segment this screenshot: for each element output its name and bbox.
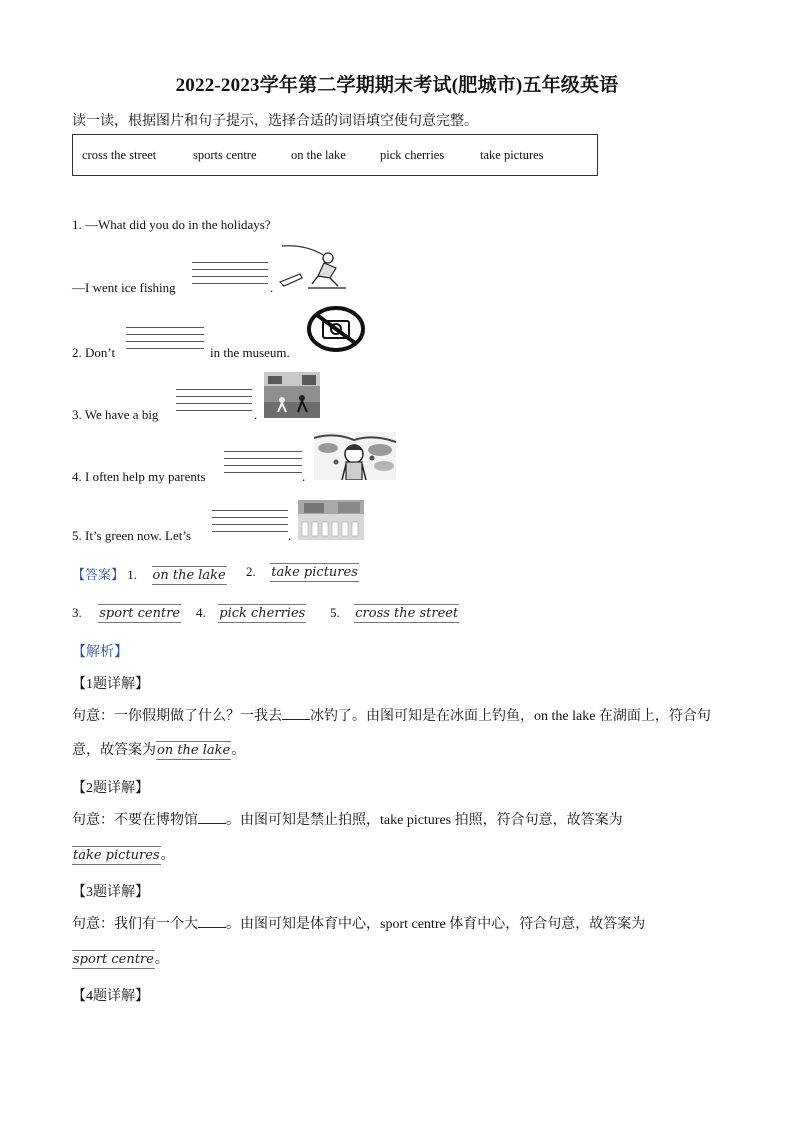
detail-4-title: 【4题详解】 — [72, 989, 149, 1004]
answer-2-text: take pictures — [271, 565, 358, 580]
no-photos-sign-image — [306, 306, 366, 352]
question-3-before: 3. We have a big — [72, 407, 159, 422]
answer-3 — [72, 605, 181, 621]
detail-1-conclusion — [72, 739, 245, 759]
word-bank-item: cross the street — [82, 148, 157, 162]
instruction-text: 读一读，根据图片和句子提示，选择合适的词语填空使句意完整。 — [72, 114, 478, 129]
period: . — [270, 280, 274, 295]
question-5-before: 5. It’s green now. Let’s — [72, 528, 192, 543]
answer-2 — [246, 564, 359, 580]
word-bank-item: take pictures — [480, 148, 544, 162]
word-bank-box — [72, 134, 598, 176]
answer-number: 4. — [196, 605, 206, 620]
detail-text: 意，故答案为 — [72, 743, 156, 758]
fill-blank — [198, 811, 226, 824]
detail-text: 句意：我们有一个大 — [72, 917, 198, 932]
answer-blank-3[interactable] — [176, 389, 252, 417]
answer-blank-2[interactable] — [126, 327, 204, 355]
answer-3-text: sport centre — [99, 606, 181, 621]
word-bank-item: on the lake — [291, 148, 346, 162]
answer-4 — [196, 605, 306, 621]
answer-blank-5[interactable] — [212, 510, 288, 538]
answer-5 — [330, 605, 459, 621]
period: . — [254, 407, 258, 422]
answer-1-text: on the lake — [152, 568, 226, 583]
answer-5-text: cross the street — [355, 606, 459, 621]
detail-2-title: 【2题详解】 — [72, 781, 149, 796]
detail-3-answer: sport centre — [73, 952, 154, 967]
analysis-header: 【解析】 — [72, 645, 128, 660]
answer-tag: 【答案】 — [72, 567, 125, 582]
answer-blank-1[interactable] — [192, 262, 268, 290]
page-title: 2022-2023学年第二学期期末考试(肥城市)五年级英语 — [175, 75, 619, 96]
question-2-after: in the museum. — [210, 345, 290, 360]
detail-text: 句意：一你假期做了什么？一我去 — [72, 709, 282, 724]
period: . — [302, 469, 306, 484]
word-bank-item: sports centre — [193, 148, 257, 162]
crosswalk-image — [298, 500, 364, 540]
detail-2-conclusion — [72, 844, 175, 864]
answer-number: 1. — [127, 567, 138, 582]
question-2-before: 2. Don’t — [72, 345, 116, 360]
answer-4-text: pick cherries — [219, 606, 306, 621]
detail-3-title: 【3题详解】 — [72, 885, 149, 900]
detail-1-title: 【1题详解】 — [72, 677, 149, 692]
detail-1-answer: on the lake — [157, 743, 231, 758]
end-mark: 。 — [154, 952, 169, 967]
question-1-line: —I went ice fishing — [72, 280, 176, 295]
end-mark: 。 — [160, 848, 175, 863]
detail-text: 。由图可知是体育中心，sport centre 体育中心，符合句意，故答案为 — [226, 917, 646, 932]
question-4-before: 4. I often help my parents — [72, 469, 206, 484]
question-1-prompt: 1. —What did you do in the holidays? — [72, 217, 271, 232]
detail-1-text — [72, 705, 711, 725]
detail-3-text — [72, 913, 645, 933]
detail-text: 句意：不要在博物馆 — [72, 813, 198, 828]
picking-cherries-image — [314, 432, 396, 480]
detail-2-text — [72, 809, 623, 829]
detail-text: 。由图可知是禁止拍照，take pictures 拍照，符合句意，故答案为 — [226, 813, 623, 828]
sports-centre-image — [264, 372, 320, 418]
fill-blank — [282, 707, 310, 720]
answer-row-1 — [72, 564, 227, 583]
detail-3-conclusion — [72, 948, 169, 968]
word-bank-item: pick cherries — [380, 148, 445, 162]
period: . — [288, 528, 292, 543]
detail-text: 冰钓了。由图可知是在冰面上钓鱼，on the lake 在湖面上，符合句 — [310, 709, 711, 724]
answer-number: 2. — [246, 564, 256, 579]
end-mark: 。 — [231, 743, 246, 758]
answer-blank-4[interactable] — [224, 451, 302, 479]
ice-fishing-image — [278, 244, 348, 292]
answer-number: 5. — [330, 605, 340, 620]
detail-2-answer: take pictures — [73, 848, 160, 863]
answer-number: 3. — [72, 605, 82, 620]
fill-blank — [198, 915, 226, 928]
